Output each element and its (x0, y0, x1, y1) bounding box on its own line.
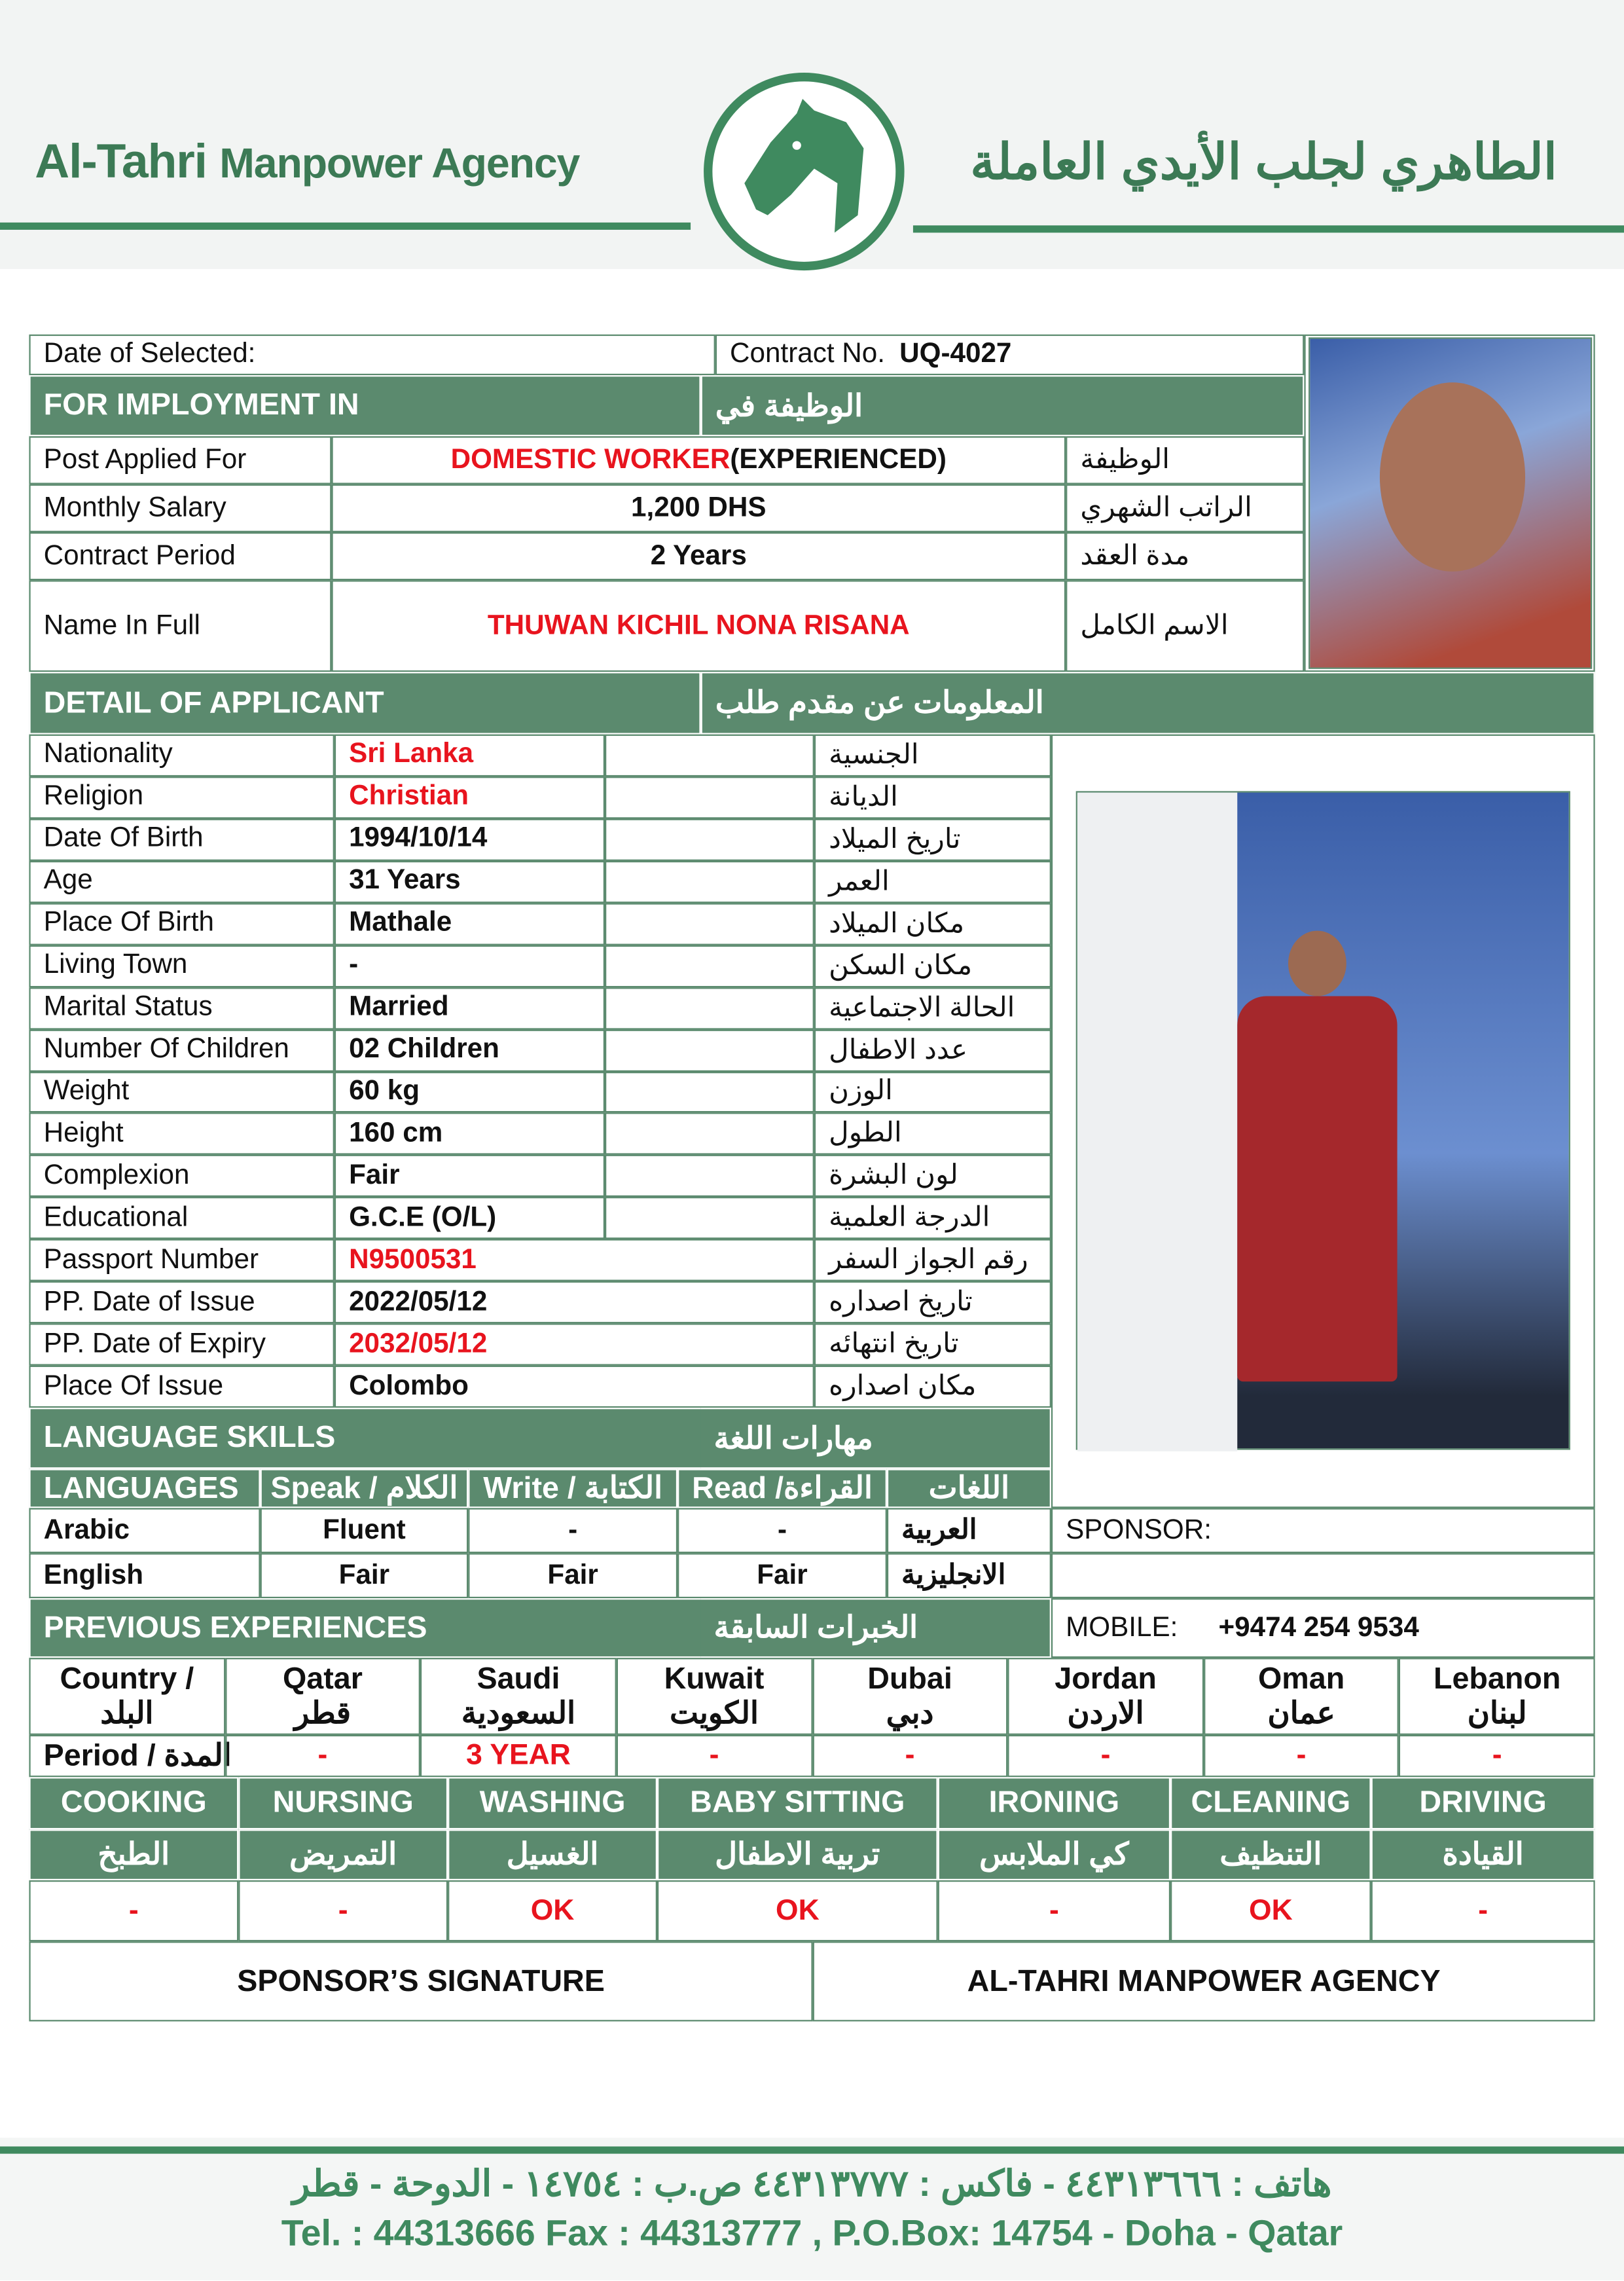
country-name-ar: لبنان (1467, 1696, 1527, 1730)
employment-label: Name In Full (29, 580, 331, 672)
detail-label: Marital Status (29, 987, 334, 1029)
language-header: Write / الكتابة (468, 1469, 677, 1508)
detail-label: Educational (29, 1197, 334, 1239)
detail-label-ar: لون البشرة (814, 1155, 1051, 1197)
detail-empty (605, 818, 814, 860)
employment-label-ar: الراتب الشهري (1066, 484, 1304, 532)
detail-title-en: DETAIL OF APPLICANT (29, 672, 700, 735)
header-line-left (0, 223, 691, 230)
detail-label-ar: تاريخ اصداره (814, 1281, 1051, 1323)
detail-value: N9500531 (334, 1239, 814, 1281)
detail-label: Nationality (29, 735, 334, 776)
detail-value: Christian (334, 776, 605, 818)
detail-label: Passport Number (29, 1239, 334, 1281)
language-title-en: LANGUAGE SKILLS (29, 1408, 1051, 1469)
employment-value-highlight: THUWAN KICHIL NONA RISANA (487, 610, 910, 641)
employment-value (331, 436, 1066, 484)
detail-empty (605, 776, 814, 818)
period-value: - (617, 1735, 812, 1777)
contract-number (715, 335, 1305, 375)
employment-label-ar: الاسم الكامل (1066, 580, 1304, 672)
period-value: - (1399, 1735, 1595, 1777)
detail-empty (605, 1113, 814, 1155)
country-name-en: Lebanon (1433, 1661, 1561, 1695)
country-name-ar: قطر (294, 1696, 352, 1730)
experience-title-en: PREVIOUS EXPERIENCES (29, 1598, 1051, 1658)
detail-label-ar: الدرجة العلمية (814, 1197, 1051, 1239)
country-header (29, 1658, 225, 1735)
detail-label: Place Of Issue (29, 1366, 334, 1408)
footer-line (0, 2146, 1624, 2153)
detail-empty (605, 945, 814, 987)
sponsor-field (1051, 1553, 1595, 1598)
period-value: 3 YEAR (420, 1735, 616, 1777)
skill-value: OK (448, 1880, 657, 1941)
detail-value: Colombo (334, 1366, 814, 1408)
language-header: Read /القراءة (677, 1469, 887, 1508)
country-header (420, 1658, 616, 1735)
detail-empty (605, 1071, 814, 1113)
period-value: - (1204, 1735, 1399, 1777)
skill-label-en: BABY SITTING (657, 1777, 938, 1829)
detail-label-ar: تاريخ انتهائه (814, 1324, 1051, 1366)
period-value: - (1008, 1735, 1204, 1777)
detail-label: PP. Date of Issue (29, 1281, 334, 1323)
contract-value: UQ-4027 (899, 338, 1012, 370)
language-header: LANGUAGES (29, 1469, 260, 1508)
language-cell: English (29, 1553, 260, 1598)
detail-label-ar: مكان اصداره (814, 1366, 1051, 1408)
skill-label-ar: كي الملابس (938, 1829, 1170, 1880)
portrait-frame (1304, 335, 1595, 672)
detail-label-ar: الطول (814, 1113, 1051, 1155)
period-label: Period / المدة (29, 1735, 225, 1777)
employment-label: Post Applied For (29, 436, 331, 484)
period-value: - (225, 1735, 420, 1777)
detail-empty (605, 1155, 814, 1197)
employment-value (331, 484, 1066, 532)
country-header (617, 1658, 812, 1735)
detail-empty (605, 861, 814, 903)
sponsor-signature-label: SPONSOR’S SIGNATURE (29, 1941, 812, 2021)
employment-title-ar: الوظيفة في (701, 375, 1305, 436)
detail-title-ar: المعلومات عن مقدم طلب (701, 672, 1595, 735)
country-name-en: Dubai (867, 1661, 952, 1695)
detail-empty (605, 903, 814, 945)
employment-title-en: FOR IMPLOYMENT IN (29, 375, 700, 436)
language-cell: Fair (261, 1553, 469, 1598)
detail-value: 31 Years (334, 861, 605, 903)
country-name-en: Country / (60, 1661, 194, 1695)
detail-label: Age (29, 861, 334, 903)
detail-label: Religion (29, 776, 334, 818)
detail-label: Weight (29, 1071, 334, 1113)
footer-contact-ar: هاتف : ٤٤٣١٣٦٦٦ - فاكس : ٤٤٣١٣٧٧٧ ص.ب : ١٤٧٥٤ - الدوحة - قطر (292, 2164, 1332, 2205)
country-name-en: Jordan (1055, 1661, 1157, 1695)
detail-label-ar: العمر (814, 861, 1051, 903)
contract-label: Contract No. (730, 338, 885, 370)
detail-label: Living Town (29, 945, 334, 987)
brand-name-en-2: Manpower Agency (219, 141, 580, 188)
detail-label-ar: عدد الاطفال (814, 1029, 1051, 1071)
footer (0, 2138, 1624, 2280)
agency-signature-label: AL-TAHRI MANPOWER AGENCY (813, 1941, 1595, 2021)
detail-value: 1994/10/14 (334, 818, 605, 860)
skill-value: - (29, 1880, 238, 1941)
detail-label-ar: رقم الجواز السفر (814, 1239, 1051, 1281)
country-name-ar: البلد (100, 1696, 154, 1730)
country-header (1204, 1658, 1399, 1735)
language-title-ar: مهارات اللغة (701, 1408, 1051, 1469)
country-name-ar: الكويت (670, 1696, 759, 1730)
language-cell: Fair (468, 1553, 677, 1598)
mobile-label: MOBILE: (1066, 1612, 1178, 1643)
employment-value-text: 1,200 DHS (631, 492, 767, 523)
employment-value-highlight: DOMESTIC WORKER (450, 444, 731, 475)
detail-label-ar: مكان السكن (814, 945, 1051, 987)
detail-label: PP. Date of Expiry (29, 1324, 334, 1366)
detail-label: Date Of Birth (29, 818, 334, 860)
date-selected-label: Date of Selected: (29, 335, 715, 375)
skill-label-ar: الغسيل (448, 1829, 657, 1880)
country-header (1399, 1658, 1595, 1735)
detail-empty (605, 735, 814, 776)
language-cell: Fair (677, 1553, 887, 1598)
detail-label-ar: الجنسية (814, 735, 1051, 776)
detail-label-ar: الحالة الاجتماعية (814, 987, 1051, 1029)
language-header: Speak / الكلام (261, 1469, 469, 1508)
skill-label-en: COOKING (29, 1777, 238, 1829)
skill-label-en: WASHING (448, 1777, 657, 1829)
skill-label-ar: تربية الاطفال (657, 1829, 938, 1880)
employment-value (331, 580, 1066, 672)
country-header (1008, 1658, 1204, 1735)
detail-value: Married (334, 987, 605, 1029)
skill-label-ar: القيادة (1371, 1829, 1595, 1880)
skill-value: OK (1170, 1880, 1371, 1941)
detail-empty (605, 1197, 814, 1239)
mobile-field (1051, 1598, 1595, 1658)
language-cell: - (677, 1508, 887, 1553)
brand-name-ar: الطاهري لجلب الأيدي العاملة (970, 135, 1557, 191)
detail-label: Complexion (29, 1155, 334, 1197)
detail-label: Place Of Birth (29, 903, 334, 945)
country-name-ar: عمان (1267, 1696, 1335, 1730)
skill-value: - (1371, 1880, 1595, 1941)
employment-label-ar: الوظيفة (1066, 436, 1304, 484)
horse-logo-icon (704, 73, 905, 270)
detail-empty (605, 1029, 814, 1071)
skill-label-en: DRIVING (1371, 1777, 1595, 1829)
detail-empty (605, 987, 814, 1029)
detail-label-ar: تاريخ الميلاد (814, 818, 1051, 860)
country-name-en: Kuwait (664, 1661, 765, 1695)
detail-value: Sri Lanka (334, 735, 605, 776)
country-name-en: Saudi (477, 1661, 560, 1695)
detail-label: Height (29, 1113, 334, 1155)
brand-name-en-1: Al-Tahri (35, 134, 207, 188)
detail-value: 2032/05/12 (334, 1324, 814, 1366)
skill-value: - (938, 1880, 1170, 1941)
experience-title-ar: الخبرات السابقة (701, 1598, 1051, 1658)
period-value: - (812, 1735, 1008, 1777)
country-name-en: Qatar (283, 1661, 363, 1695)
language-cell: - (468, 1508, 677, 1553)
country-header (225, 1658, 420, 1735)
detail-value: 60 kg (334, 1071, 605, 1113)
skill-label-en: NURSING (238, 1777, 448, 1829)
country-header (812, 1658, 1008, 1735)
employment-label-ar: مدة العقد (1066, 532, 1304, 580)
employment-value-text: 2 Years (650, 540, 747, 571)
detail-value: 160 cm (334, 1113, 605, 1155)
skill-label-en: CLEANING (1170, 1777, 1371, 1829)
detail-label-ar: الوزن (814, 1071, 1051, 1113)
language-cell: الانجليزية (887, 1553, 1051, 1598)
skill-label-en: IRONING (938, 1777, 1170, 1829)
skill-label-ar: التمريض (238, 1829, 448, 1880)
detail-value: Fair (334, 1155, 605, 1197)
language-cell: Fluent (261, 1508, 469, 1553)
employment-label: Monthly Salary (29, 484, 331, 532)
detail-label-ar: الديانة (814, 776, 1051, 818)
sponsor-label: SPONSOR: (1051, 1508, 1595, 1553)
employment-value-text: (EXPERIENCED) (730, 444, 947, 475)
detail-value: 02 Children (334, 1029, 605, 1071)
footer-contact-en: Tel. : 44313666 Fax : 44313777 , P.O.Box: 14754 - Doha - Qatar (281, 2213, 1343, 2254)
skill-value: OK (657, 1880, 938, 1941)
skill-value: - (238, 1880, 448, 1941)
brand-name-en (35, 134, 579, 189)
language-cell: Arabic (29, 1508, 260, 1553)
detail-value: Mathale (334, 903, 605, 945)
detail-value: G.C.E (O/L) (334, 1197, 605, 1239)
language-cell: العربية (887, 1508, 1051, 1553)
country-name-ar: الاردن (1067, 1696, 1144, 1730)
full-photo-frame (1051, 735, 1595, 1508)
mobile-value: +9474 254 9534 (1218, 1612, 1419, 1643)
country-name-en: Oman (1257, 1661, 1345, 1695)
employment-label: Contract Period (29, 532, 331, 580)
skill-label-ar: التنظيف (1170, 1829, 1371, 1880)
detail-value: - (334, 945, 605, 987)
detail-label: Number Of Children (29, 1029, 334, 1071)
skill-label-ar: الطبخ (29, 1829, 238, 1880)
country-name-ar: دبي (886, 1696, 934, 1730)
header-line-right (913, 225, 1624, 232)
country-name-ar: السعودية (461, 1696, 576, 1730)
language-header: اللغات (887, 1469, 1051, 1508)
detail-label-ar: مكان الميلاد (814, 903, 1051, 945)
detail-value: 2022/05/12 (334, 1281, 814, 1323)
employment-value (331, 532, 1066, 580)
